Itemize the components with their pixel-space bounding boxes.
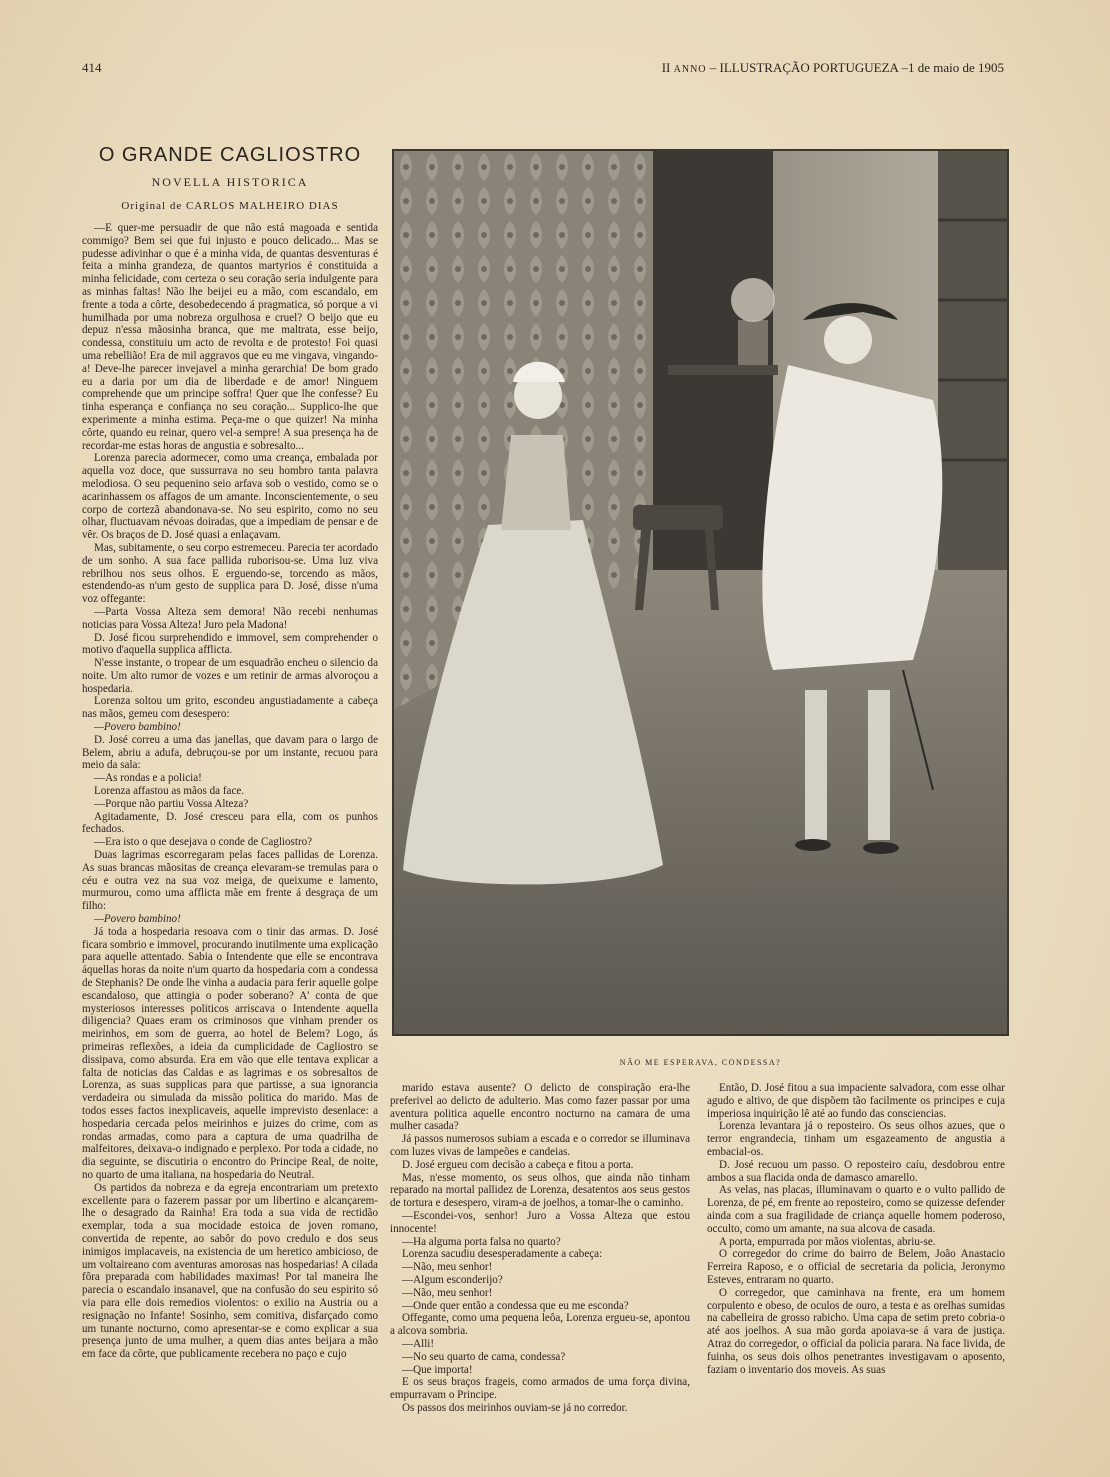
volume-number: II [661,60,671,75]
paragraph: —As rondas e a policia! [94,772,202,785]
paragraph: Mas, n'esse momento, os seus olhos, que ainda não tinham reparado na mortal pallidez de Lorenza, desatentos aos seus gestos de tortura e desespero, viram-a de joelhos, a tomar-lhe o caminho. [390,1171,690,1210]
paragraph: —E quer-me persuadir de que não está magoada e sentida commigo? Bem sei que fui injusto e pouco delicado... Mas se pudesse adivinhar o que é a minha vida, de quantas desventuras é feita a minha grandeza, de quantos martyrios é constituida a minha felicidade, com certeza o seu coração seria indulgente para as minhas faltas! Não lhe beijei eu a mão, com escandalo, em frente a toda a côrte, desobedecendo á pragmatica, só porque a vi humilhada por uma nobreza orgulhosa e cruel? O beijo que eu depuz n'essa mãosinha branca, que me maltrata, esse beijo, condessa, constituiu um acto de revolta e de protesto! Foi quasi uma rebellião! Era de mil aggravos que eu me vingava, vingando-a! Deve-lhe parecer invejavel a minha gerarchia! De bom grado eu a daria por um dia de liberdade e de amor! Ninguem comprehende que um principe soffra! Quer que lhe confesse? Eu tinha esperança e confiança no seu coração... Supplico-lhe que experimente a minha estima. Peça-me o que quizer! Na minha côrte, quando eu reinar, quero vel-a sempre! A sua presença ha de recordar-me estas horas de angustia e sobresalto... [82,222,378,452]
paragraph: —Ha alguma porta falsa no quarto? [402,1235,561,1248]
paragraph: Lorenza affastou as mãos da face. [94,785,245,798]
text-column-3 [707,1082,1005,1376]
page-header [82,60,1004,80]
paragraph: A porta, empurrada por mãos violentas, abriu-se. [719,1235,936,1248]
paragraph: Lorenza sacudiu desesperadamente a cabeça: [402,1248,603,1261]
paragraph: D. José ergueu com decisão a cabeça e fitou a porta. [402,1158,634,1171]
paragraph: marido estava ausente? O delicto de conspiração era-lhe preferivel ao delicto de adulterio. Mas como fazer passar por uma aventura politica aquelle encontro nocturno na camara de uma mulher casada? [390,1082,690,1133]
article-subtitle: NOVELLA HISTORICA [151,175,309,189]
text-column-2 [390,1082,690,1414]
paragraph: Lorenza soltou um grito, escondeu angustiadamente a cabeça nas mãos, gemeu com desespero: [82,695,378,721]
paragraph: E os seus braços frageis, como armados de uma força divina, empurravam o Principe. [390,1376,690,1402]
paragraph: —Povero bambino! [94,721,181,734]
paragraph: —Alli! [402,1337,435,1350]
paragraph: Lorenza parecia adormecer, como uma creança, embalada por aquella voz doce, que sussurrava no seu hombro tanta palavra melodiosa. O seu pequenino seio arfava sob o vestido, como se o acarinhassem os affagos de um amante. Inconscientemente, o seu corpo de cortezã abandonava-se. No seu espirito, como no seu olhar, fluctuavam névoas doiradas, que a impediam de pensar e de vêr. Os braços de D. José quasi a enlaçavam. [82,452,378,542]
paragraph: Os partidos da nobreza e da egreja encontrariam um pretexto excellente para o fazerem passar por um libertino e alcançarem-lhe o desagrado da Rainha! Era toda a sua vida de rectidão exemplar, toda a sua mocidade estoica de joven romano, convertida de repente, ao sabôr do povo credulo e dos seus inimigos implacaveis, na existencia de um heretico ambicioso, de um voltaireano com aventuras amorosas nas hospedarias! A cilada fôra preparada com habilidades maximas! Por tal maneira lhe parecia o escandalo insanavel, que na confusão do seu espirito só via para elle dois remedios violentos: o exilio na Austria ou a resignação no Infante! Sosinho, sem comitiva, disfarçado como um tunante nocturno, como apresentar-se e como explicar a sua presença junto de uma mulher, a quem dias antes beijara a mão em face da côrte, que publicamente recebera no paço e cujo [82,1181,378,1361]
paragraph: Duas lagrimas escorregaram pelas faces pallidas de Lorenza. As suas brancas mãositas de creança elevaram-se tremulas para o céu e outra vez na sua voz meiga, de queixume e lamento, murmurou, como uma afflicta mãe em frente á desgraça de um filho: [82,849,378,913]
paragraph: Offegante, como uma pequena leôa, Lorenza ergueu-se, apontou a alcova sombria. [390,1312,690,1338]
paragraph: Então, D. José fitou a sua impaciente salvadora, com esse olhar agudo e altivo, de que dispõem tão facilmente os principes e cuja imperiosa inquirição lê até ao fundo das consciencias. [707,1082,1005,1120]
illustration-caption: NÃO ME ESPERAVA, CONDESSA? [619,1058,782,1067]
paragraph: —No seu quarto de cama, condessa? [402,1350,566,1363]
paragraph: D. José correu a uma das janellas, que davam para o largo de Belem, abriu a adufa, debruçou-se por um instante, recuou para meio da sala: [82,733,378,772]
paragraph: D. José recuou um passo. O reposteiro caíu, desdobrou entre ambos a sua flacida onda de damasco amarello. [707,1158,1005,1184]
paragraph: —Algum esconderijo? [402,1273,503,1286]
paragraph: Mas, subitamente, o seu corpo estremeceu. Parecia ter acordado de um sonho. A sua face pallida ruborisou-se. Uma luz viva rebrilhou nos seus olhos. E erguendo-se, torcendo as mãos, estendendo-as n'um gesto de supplica para D. José, disse n'uma voz offegante: [82,541,378,606]
paragraph: —Parta Vossa Alteza sem demora! Não recebi nenhumas noticias para Vossa Alteza! Juro pela Madona! [82,605,378,631]
article-byline: Original de CARLOS MALHEIRO DIAS [121,200,339,212]
running-title: – ILLUSTRAÇÃO PORTUGUEZA –1 de maio de 1905 [709,60,1004,75]
paragraph: Agitadamente, D. José cresceu para ella, com os punhos fechados. [82,810,378,836]
paragraph: O corregedor, que caminhava na frente, era um homem corpulento e obeso, de oculos de ouro, a testa e as orelhas sumidas na cabelleira de grosso rabicho. Uma capa de setim preto cobria-o até aos joelhos. A sua mão gorda apoiava-se á vara de justiça. Atraz do corregedor, o official da policia parara. Na face livida, de fuinha, os seus dois olhos penetrantes investigavam o aposento, faziam o inventario dos moveis. As suas [707,1286,1005,1376]
paragraph: —Era isto o que desejava o conde de Cagliostro? [94,836,313,849]
paragraph: Lorenza levantara já o reposteiro. Os seus olhos azues, que o terror engrandecia, tinham um esgazeamento de angustia a embacial-os. [707,1120,1005,1158]
article-title: O GRANDE CAGLIOSTRO [98,144,362,166]
paragraph: Já toda a hospedaria resoava com o tinir das armas. D. José ficara sombrio e immovel, procurando inutilmente uma explicação para aquelle attentado. Sabia o Intendente que elle se encontrava áquellas horas da noite n'um quarto da hospedaria com a condessa de Stephanis? De onde lhe vinha a audacia para ferir aquelle golpe escandaloso, que attingia o poder soberano? A' conta de que mysteriosos interesses politicos arriscava o Intendente aquella diligencia? Quaes eram os criminosos que vinham prender os meirinhos, em som de guerra, ao hotel de Belem? Logo, ás primeiras reflexões, a ideia da cumplicidade de Cagliostro se dissipava, como absurda. Era em vão que elle tentava explicar a falta de noticias das Caldas e as lagrimas e os sobresaltos de Lorenza, as suas supplicas para que partisse, a sua ignorancia verdadeira ou simulada da missão politica do marido. Mas de todos esses factos inexplicaveis, aquelle imprevisto desenlace: a hospedaria cercada pelos meirinhos e juizes do crime, com as rondas armadas, como para a captura de uma quadrilha de malfeitores, deixava-o indignado e perplexo. Por toda a cidade, no dia seguinte, se discutiria o encontro do Principe Real, de noite, no quarto de uma italiana, na hospedaria do Neutral. [82,925,378,1181]
paragraph: —Que importa! [402,1363,473,1376]
paragraph: —Onde quer então a condessa que eu me esconda? [402,1299,629,1312]
text-column-1 [82,222,378,1372]
paragraph: N'esse instante, o tropear de um esquadrão encheu o silencio da noite. Um alto rumor de vozes e um retinir de armas alvoroçou a hospedaria. [82,657,378,695]
paragraph: D. José ficou surprehendido e immovel, sem comprehender o motivo d'aquella supplica afflicta. [82,631,378,657]
paragraph: Os passos dos meirinhos ouviam-se já no corredor. [402,1401,628,1414]
paragraph: —Porque não partiu Vossa Alteza? [94,797,249,810]
volume-label: ANNO [673,64,707,75]
paragraph: —Não, meu senhor! [402,1261,493,1274]
running-head [662,60,1004,76]
paragraph: —Escondei-vos, senhor! Juro a Vossa Alteza que estou innocente! [390,1209,690,1235]
paragraph: O corregedor do crime do bairro de Belem, João Anastacio Ferreira Raposo, e o official de secretaria da policia, Jeronymo Esteves, entraram no quarto. [707,1248,1005,1286]
paragraph: —Não, meu senhor! [402,1286,493,1299]
paragraph: Já passos numerosos subiam a escada e o corredor se illuminava com luzes vivas de lampeões e candeias. [390,1133,690,1158]
paragraph: As velas, nas placas, illuminavam o quarto e o vulto pallido de Lorenza, de pé, em frente ao reposteiro, como se quizesse defender ainda com a sua fragilidade de criança aquelle homem poderoso, occulto, como um amante, na sua alcova de casada. [707,1184,1005,1235]
illustration [393,150,1008,1035]
bookcase [938,150,1008,570]
paragraph: —Povero bambino! [94,913,181,926]
page-number: 414 [82,60,102,75]
